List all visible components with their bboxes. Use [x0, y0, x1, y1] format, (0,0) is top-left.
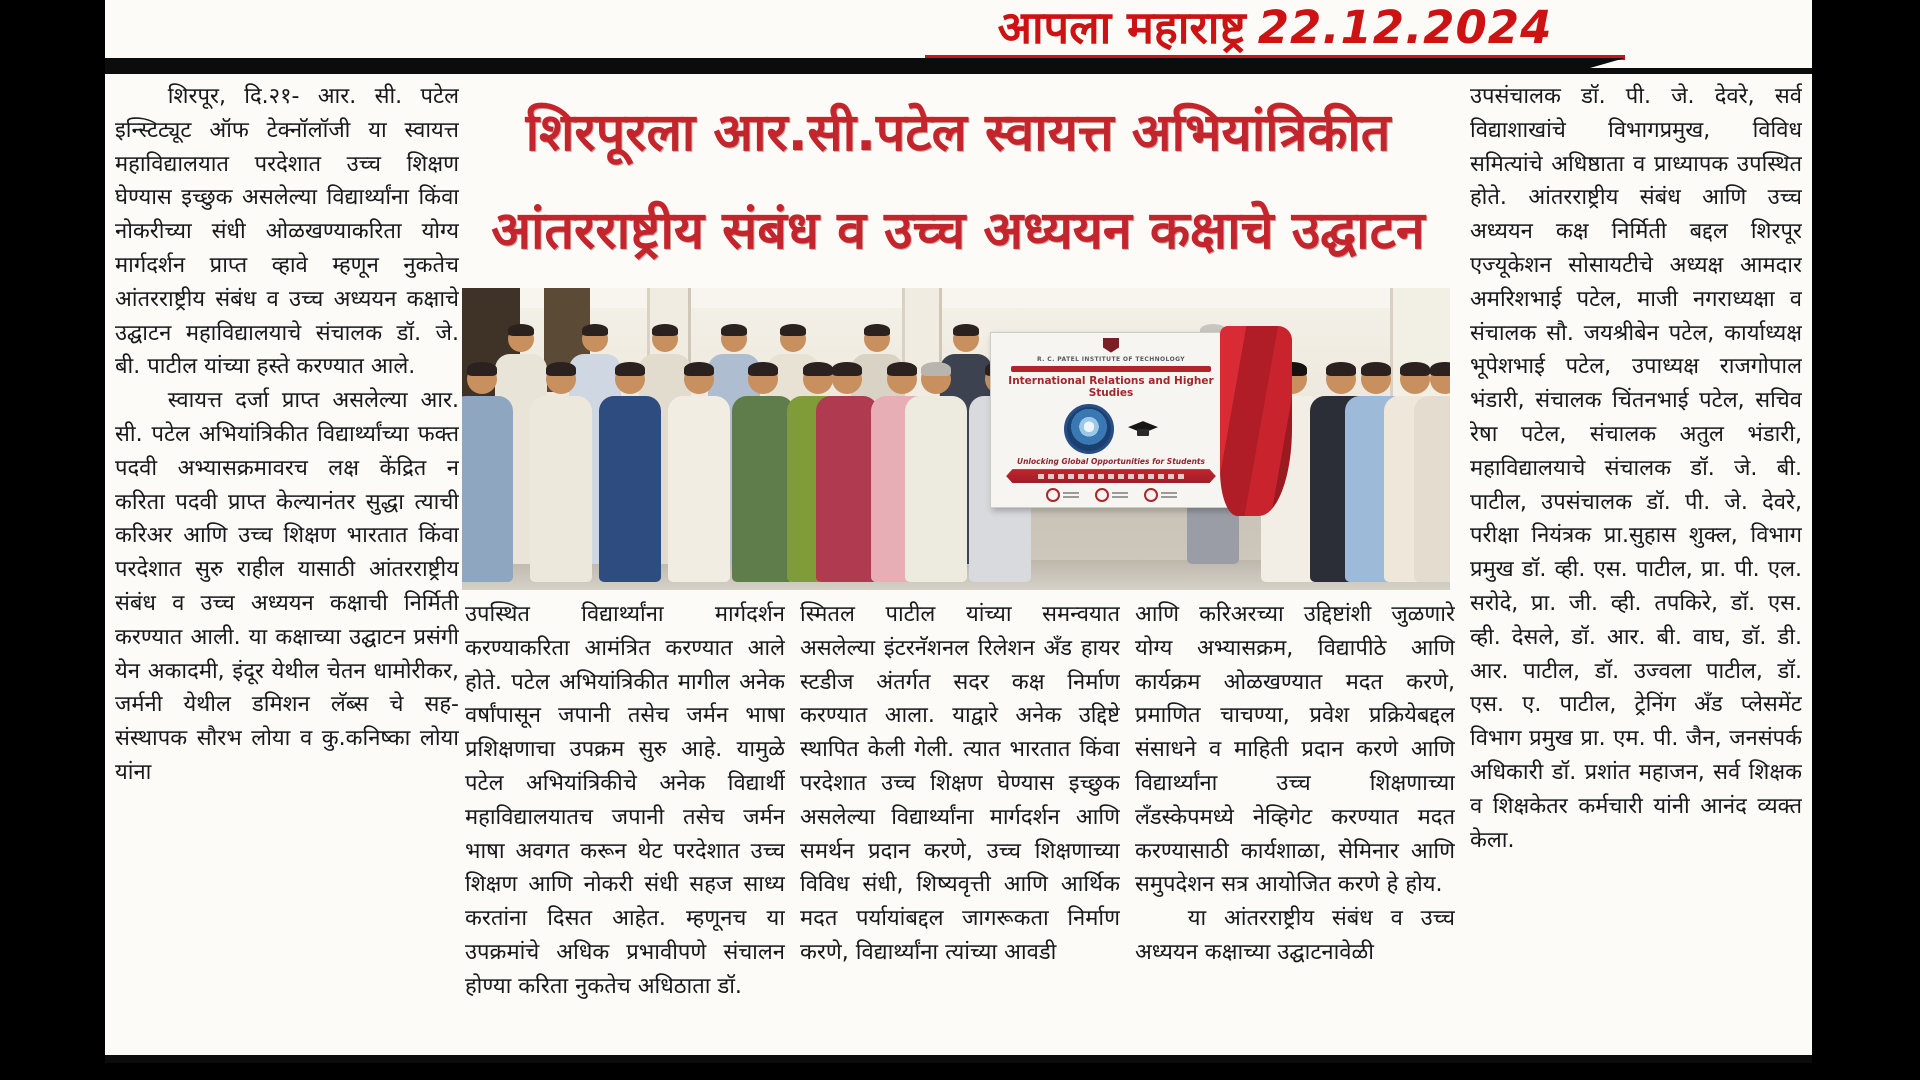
person-head [684, 364, 714, 394]
person-head [953, 326, 979, 352]
article-column-4 [1135, 598, 1455, 1062]
partner-logo-icon [1144, 488, 1177, 502]
person-figure [599, 364, 661, 582]
masthead-title: आपला महाराष्ट्र [997, 1, 1246, 54]
partner-logo-icon [1046, 488, 1079, 502]
banner-graphics-row [1064, 404, 1158, 454]
person-figure [732, 364, 794, 582]
person-figure [905, 364, 967, 582]
person-head [780, 326, 806, 352]
person-figure [462, 364, 513, 582]
institute-crest-icon [1103, 338, 1119, 353]
article-column-2 [465, 598, 785, 1062]
person-head [748, 364, 778, 394]
unveiled-banner [990, 332, 1232, 508]
person-body [816, 396, 878, 582]
person-body [462, 396, 513, 582]
paragraph: उपसंचालक डॉ. पी. जे. देवरे, सर्व विद्याशाखांचे विभागप्रमुख, विविध समित्यांचे अधिष्ठाता व प्राध्यापक उपस्थित होते. आंतरराष्ट्रीय संबंध आणि उच्च अध्ययन कक्ष निर्मिती बद्दल शिरपूर एज्यूकेशन सोसायटीचे अध्यक्ष आमदार अमरिशभाई पटेल, माजी नगराध्यक्षा व संचालक सौ. जयश्रीबेन पटेल, कार्याध्यक्ष भूपेशभाई पटेल, उपाध्यक्ष राजगोपाल भंडारी, संचालक चिंतनभाई पटेल, सचिव रेषा पटेल, संचालक अतुल भंडारी, महाविद्यालयाचे संचालक डॉ. जे. बी. पाटील, उपसंचालक डॉ. पी. जे. देवरे, परीक्षा नियंत्रक प्रा.सुहास शुक्ल, विभाग प्रमुख डॉ. व्ही. एस. पाटील, प्रा. पी. एल. सरोदे, प्रा. जी. व्ही. तपकिरे, डॉ. एस. व्ही. देसले, डॉ. आर. बी. वाघ, डॉ. डी. आर. पाटील, डॉ. उज्वला पाटील, डॉ. एस. ए. पाटील, ट्रेनिंग अँड प्लेसमेंट विभाग प्रमुख प्रा. एम. पी. जैन, जनसंपर्क अधिकारी डॉ. प्रशांत महाजन, सर्व शिक्षक व शिक्षकेतर कर्मचारी यांनी आनंद व्यक्त केला. [1470, 84, 1802, 853]
banner-red-band [1011, 366, 1212, 373]
person-head [652, 326, 678, 352]
partner-logo-icon [1095, 488, 1128, 502]
headline-line-2: आंतरराष्ट्रीय संबंध व उच्च अध्ययन कक्षाचे उद्घाटन [491, 201, 1425, 261]
paragraph: स्वायत्त दर्जा प्राप्त असलेल्या आर. सी. पटेल अभियांत्रिकीत विद्यार्थ्यांच्या फक्त पदवी अभ्यासक्रमावरच लक्ष केंद्रित न करिता पदवी प्राप्त केल्यानंतर सुद्धा त्याची करिअर आणि उच्च शिक्षण भारतात किंवा परदेशात सुरु राहील यासाठी आंतरराष्ट्रीय संबंध व उच्च अध्ययन कक्षाची निर्मिती करण्यात आली. या कक्षाच्या उद्घाटन प्रसंगी येन अकादमी, इंदूर येथील चेतन धामोरीकर, जर्मनी येथील डमिशन लॅब्स चे सह-संस्थापक सौरभ लोया व कु.कनिष्का लोया यांना [115, 388, 459, 785]
person-head [508, 326, 534, 352]
article-headline [463, 84, 1453, 280]
article-column-3 [800, 598, 1120, 1062]
person-head [921, 364, 951, 394]
paragraph: उपस्थित विद्यार्थ्यांना मार्गदर्शन करण्याकरिता आमंत्रित करण्यात आले होते. पटेल अभियांत्रिकीत मागील अनेक वर्षांपासून जपानी तसेच जर्मन भाषा प्रशिक्षणाचा उपक्रम सुरु आहे. यामुळे पटेल अभियांत्रिकीचे अनेक विद्यार्थी महाविद्यालयातच जपानी तसेच जर्मन भाषा अवगत करून थेट परदेशात उच्च शिक्षण आणि नोकरी संधी सहज साध्य करतांना दिसत आहेत. म्हणूनच या उपक्रमांचे अधिक प्रभावीपणे संचालन होण्या करिता नुकतेच अधिठाता डॉ. [465, 602, 785, 999]
globe-logo-icon [1064, 404, 1114, 454]
inauguration-photo [462, 288, 1450, 590]
banner-tagline: Unlocking Global Opportunities for Students [1017, 457, 1205, 467]
headline-line-1: शिरपूरला आर.सी.पटेल स्वायत्त अभियांत्रिकीत [525, 103, 1391, 163]
paragraph: आणि करिअरच्या उद्दिष्टांशी जुळणारे योग्य अभ्यासक्रम, विद्यापीठे आणि कार्यक्रम ओळखण्यात मदत करणे, प्रमाणित चाचण्या, प्रवेश प्रक्रियेबद्दल संसाधने व माहिती प्रदान करणे आणि विद्यार्थ्यांना उच्च शिक्षणाच्या लँडस्केपमध्ये नेव्हिगेट करण्यात मदत करण्यासाठी कार्यशाळा, सेमिनार आणि समुपदेशन सत्र आयोजित करणे हे होय. [1135, 602, 1455, 898]
top-rule [105, 68, 1812, 74]
person-figure [1414, 364, 1450, 582]
person-head [582, 326, 608, 352]
person-figure [530, 364, 592, 582]
person-body [668, 396, 730, 582]
masthead [925, 2, 1625, 60]
person-head [832, 364, 862, 394]
unveiling-red-cloth [1220, 326, 1292, 516]
person-figure [816, 364, 878, 582]
person-body [530, 396, 592, 582]
photo-ceiling [462, 288, 1450, 308]
person-head [467, 364, 497, 394]
person-head [546, 364, 576, 394]
paragraph: स्मितल पाटील यांच्या समन्वयात असलेल्या इंटरनॅशनल रिलेशन अँड हायर स्टडीज अंतर्गत सदर कक्ष निर्माण करण्यात आला. याद्वारे अनेक उद्दिष्टे स्थापित केली गेली. त्यात भारतात किंवा परदेशात उच्च शिक्षण घेण्यास इच्छुक असलेल्या विद्यार्थ्यांना मार्गदर्शन आणि समर्थन प्रदान करणे, उच्च शिक्षणाच्या विविध संधी, शिष्यवृत्ती आणि आर्थिक मदत पर्यायांबद्दल जागरूकता निर्माण करणे, विद्यार्थ्यांना त्यांच्या आवडी [800, 602, 1120, 965]
bottom-rule [105, 1055, 1812, 1063]
banner-partner-logos [1046, 488, 1177, 502]
person-head [864, 326, 890, 352]
newspaper-clipping [105, 0, 1812, 1063]
masthead-date: 22.12.2024 [1257, 1, 1553, 54]
banner-institute-name: R. C. PATEL INSTITUTE OF TECHNOLOGY [1036, 355, 1186, 363]
person-head [1430, 364, 1450, 394]
person-body [732, 396, 794, 582]
person-head [721, 326, 747, 352]
banner-ribbon [1006, 469, 1216, 483]
person-figure [668, 364, 730, 582]
person-body [599, 396, 661, 582]
person-head [615, 364, 645, 394]
banner-title: International Relations and Higher Studies [1008, 375, 1214, 400]
paragraph: शिरपूर, दि.२१- आर. सी. पटेल इन्स्टिट्यूट ऑफ टेक्नॉलॉजी या स्वायत्त महाविद्यालयात परदेशात उच्च शिक्षण घेण्यास इच्छुक असलेल्या विद्यार्थ्यांना किंवा नोकरीच्या संधी ओळखण्याकरिता योग्य मार्गदर्शन प्राप्त व्हावे म्हणून नुकतेच आंतरराष्ट्रीय संबंध व उच्च अध्ययन कक्षाचे उद्घाटन महाविद्यालयाचे संचालक डॉ. जे. बी. पाटील यांच्या हस्ते करण्यात आले. [115, 84, 459, 380]
article-column-1 [115, 80, 459, 1062]
person-body [905, 396, 967, 582]
paragraph: या आंतरराष्ट्रीय संबंध व उच्च अध्ययन कक्षाच्या उद्घाटनावेळी [1135, 906, 1455, 965]
article-column-5 [1470, 80, 1802, 1062]
person-body [1414, 396, 1450, 582]
graduation-cap-icon [1128, 421, 1158, 437]
